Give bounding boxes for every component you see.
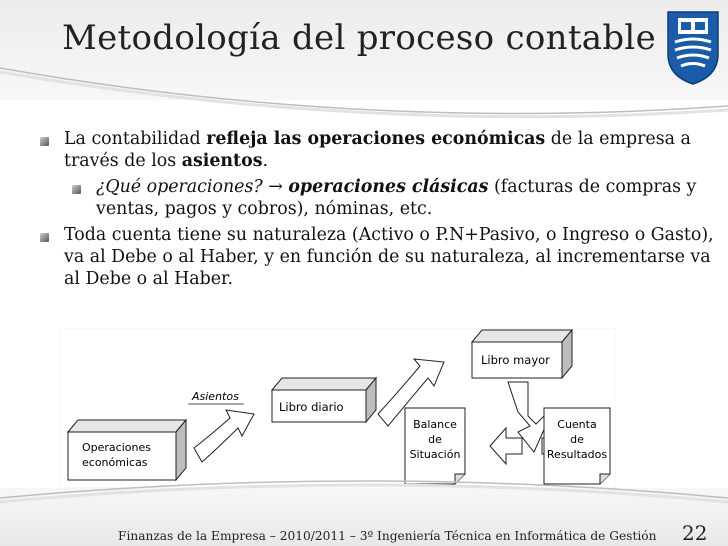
bullet-text: Toda cuenta tiene su naturaleza (Activo o P.N+Pasivo, o Ingreso o Gasto), va al Debe o al Haber, y en función de su naturaleza, al incrementarse va al Debe o al Haber. — [64, 225, 714, 289]
bullet-text: La contabilidad — [64, 129, 207, 149]
decorative-curve-top — [0, 62, 728, 132]
balance-label-line3: Situación — [409, 448, 461, 461]
bullet-marker-icon — [40, 233, 49, 242]
curved-arrow-icon — [194, 410, 254, 462]
cuenta-resultados-document — [544, 408, 610, 484]
operaciones-label-line1: Operaciones — [82, 441, 151, 454]
university-shield-logo — [665, 10, 721, 86]
bullet-bold-text: asientos — [181, 151, 263, 171]
cuenta-label-line2: de — [570, 433, 584, 446]
bullet-item — [40, 128, 724, 172]
operaciones-label-line2: económicas — [82, 456, 148, 469]
libro-diario-label: Libro diario — [279, 400, 344, 414]
bullet-marker-icon — [40, 137, 49, 146]
balance-label-line2: de — [428, 433, 442, 446]
balance-document — [405, 408, 465, 484]
bullet-italic-text: ¿Qué operaciones? → — [96, 177, 289, 197]
bullet-marker-icon — [72, 185, 81, 194]
cuenta-label-line1: Cuenta — [557, 418, 597, 431]
libro-diario-box — [272, 378, 376, 422]
bullet-bold-text: refleja las operaciones económicas — [206, 129, 546, 149]
arrow-left-icon — [490, 428, 522, 464]
bullet-text: (facturas de compras y ventas, pagos y cobros), nóminas, etc. — [96, 177, 697, 219]
decorative-curve-bottom — [0, 478, 728, 534]
sub-bullet-item — [40, 176, 724, 220]
bullet-text: de la empresa a través de los — [64, 129, 691, 171]
libro-mayor-label: Libro mayor — [481, 353, 550, 367]
bullet-text: . — [262, 151, 269, 171]
asientos-label: Asientos — [192, 390, 239, 403]
libro-mayor-box — [472, 330, 572, 378]
balance-label-line1: Balance — [413, 418, 457, 431]
cuenta-label-line3: Resultados — [546, 448, 608, 461]
bullet-item — [40, 224, 724, 290]
page-number: 22 — [682, 521, 708, 545]
slide-title: Metodología del proceso contable — [62, 18, 657, 58]
bullet-list — [40, 128, 724, 294]
operaciones-box — [68, 420, 186, 480]
process-diagram — [60, 328, 616, 488]
footer-text: Finanzas de la Empresa – 2010/2011 – 3º Ingeniería Técnica en Informática de Gestión — [118, 529, 657, 543]
bullet-bold-italic-text: operaciones clásicas — [288, 177, 489, 197]
